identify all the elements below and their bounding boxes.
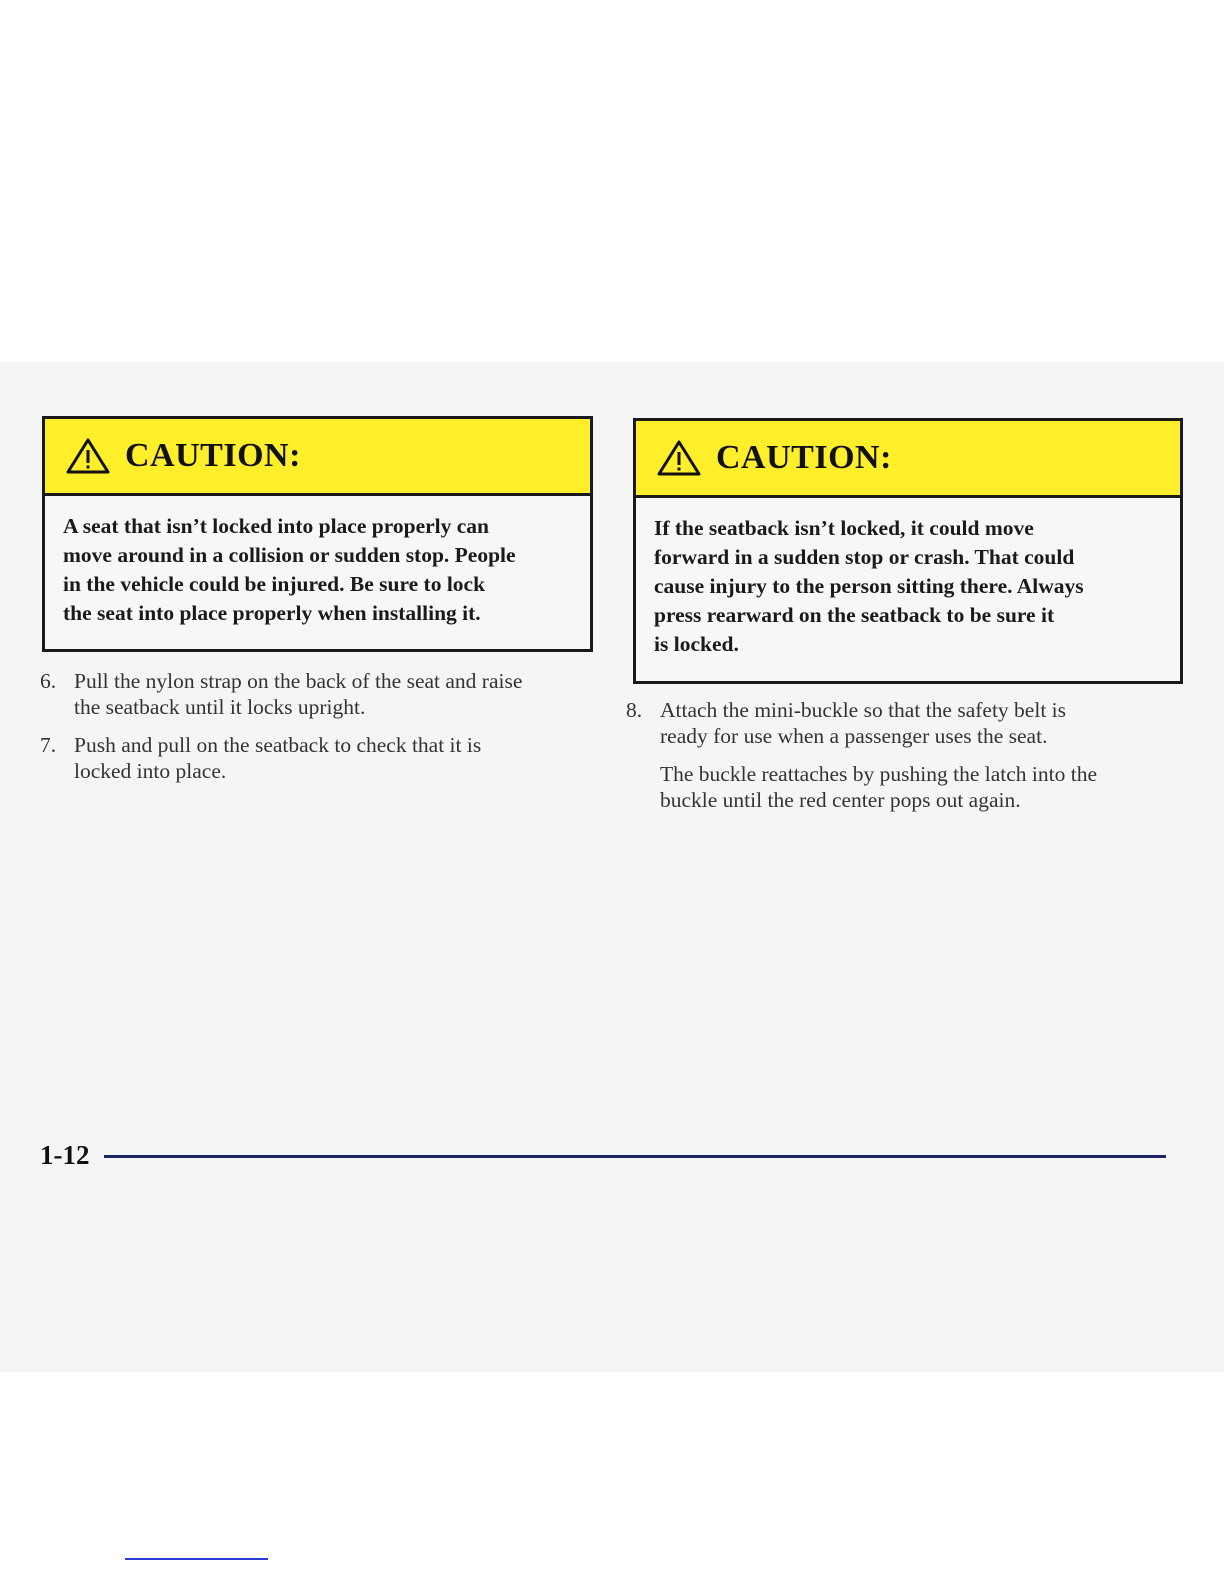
step-line: Pull the nylon strap on the back of the seat and raise xyxy=(74,669,523,693)
caution-line: A seat that isn’t locked into place properly can xyxy=(63,514,490,538)
step-number: 8. xyxy=(626,698,643,722)
list-item xyxy=(40,732,595,784)
step-line: Push and pull on the seatback to check that it is xyxy=(74,733,482,757)
list-item xyxy=(40,668,595,720)
step-line: the seatback until it locks upright. xyxy=(74,695,366,719)
caution-text xyxy=(636,498,1180,659)
caution-line: forward in a sudden stop or crash. That could xyxy=(654,545,1075,569)
steps-list-left xyxy=(40,668,595,796)
step-line: Attach the mini-buckle so that the safety belt is xyxy=(660,698,1067,722)
caution-box-right xyxy=(633,418,1183,684)
step-number: 7. xyxy=(40,733,57,757)
list-item xyxy=(626,697,1166,749)
caution-line: the seat into place properly when installing it. xyxy=(63,601,481,625)
caution-text xyxy=(45,496,590,628)
step-text xyxy=(74,668,522,720)
note-line: buckle until the red center pops out again. xyxy=(660,788,1021,812)
caution-title: CAUTION: xyxy=(125,437,301,474)
caution-line: press rearward on the seatback to be sure it xyxy=(654,603,1055,627)
step-line: ready for use when a passenger uses the seat. xyxy=(660,724,1048,748)
footer-rule xyxy=(104,1155,1166,1158)
step-text xyxy=(660,697,1066,749)
caution-line: If the seatback isn’t locked, it could move xyxy=(654,516,1034,540)
caution-line: cause injury to the person sitting there. Always xyxy=(654,574,1084,598)
caution-header xyxy=(45,419,590,496)
warning-triangle-icon xyxy=(656,439,702,477)
caution-line: is locked. xyxy=(654,632,739,656)
bottom-rule xyxy=(125,1558,268,1560)
page-number: 1-12 xyxy=(40,1140,90,1170)
caution-header xyxy=(636,421,1180,498)
caution-line: in the vehicle could be injured. Be sure to lock xyxy=(63,572,486,596)
step-note xyxy=(626,761,1166,813)
steps-list-right xyxy=(626,697,1166,813)
caution-box-left xyxy=(42,416,593,652)
step-line: locked into place. xyxy=(74,759,227,783)
step-number: 6. xyxy=(40,669,57,693)
step-text xyxy=(74,732,481,784)
note-line: The buckle reattaches by pushing the latch into the xyxy=(660,762,1098,786)
caution-line: move around in a collision or sudden stop. People xyxy=(63,543,516,567)
caution-title: CAUTION: xyxy=(716,439,892,476)
warning-triangle-icon xyxy=(65,437,111,475)
